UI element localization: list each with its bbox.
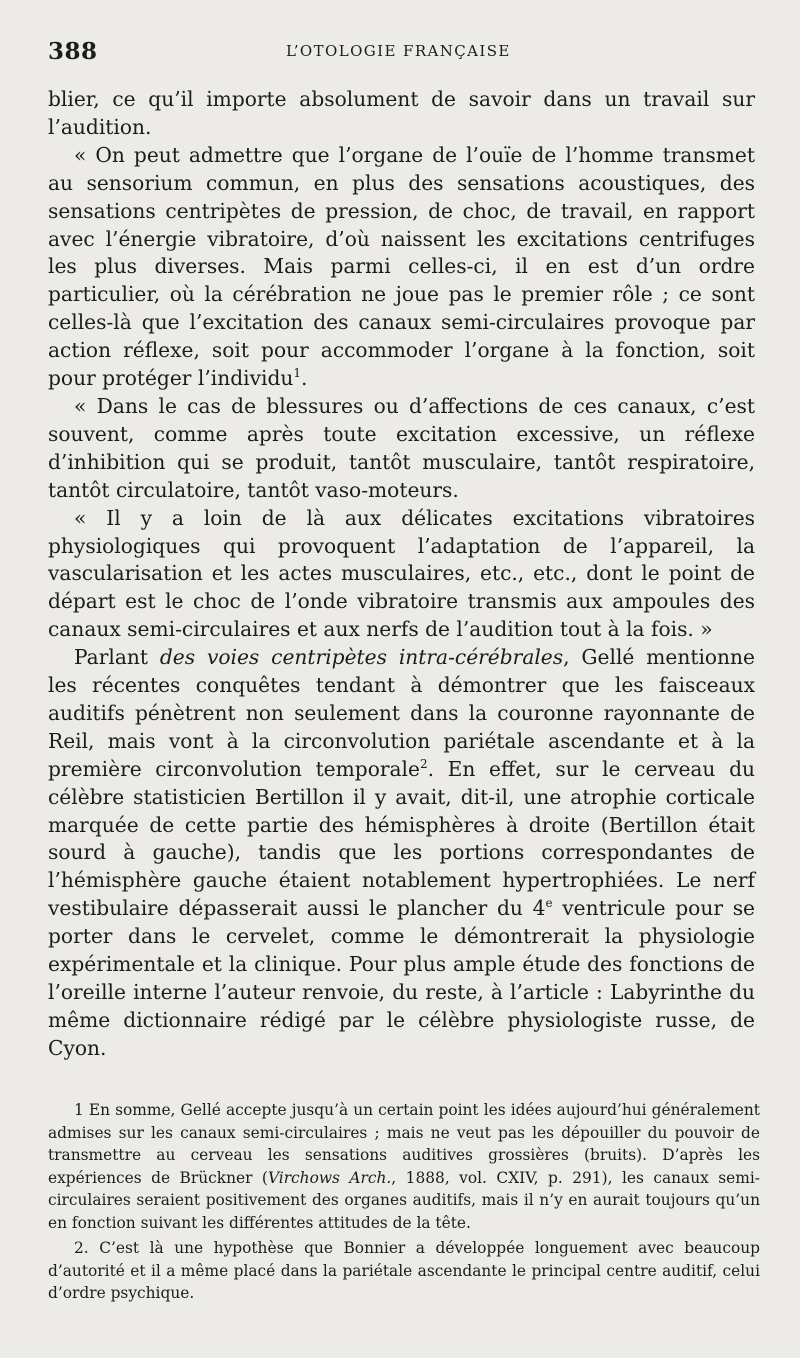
footnote-italic: Virchows Arch. [267, 1168, 392, 1187]
paragraph-text: . En effet, sur le cerveau du célèbre statisticien Bertillon il y avait, dit-il, une atrophie corticale marquée de cette partie des hémisphères à droite (Bertillon était sourd à gauche), tandis que les portions correspondantes de l’hémisphère gauche étaient notablement hypertrophiées. Le nerf vestibulaire dépasserait aussi le plancher du 4 [48, 756, 755, 921]
paragraph-text-end: . [301, 366, 308, 391]
ordinal-superscript: e [545, 896, 553, 911]
paragraph-quote-1 [48, 142, 755, 393]
footnote-ref-2: 2 [419, 756, 428, 771]
italic-phrase: des voies centripètes intra-cérébrales [159, 645, 564, 670]
page-number: 388 [48, 38, 98, 65]
footnote-text: , 1888, vol. CXIV, p. 291), les canaux semi-circulaires seraient positivement des organes auditifs, mais il n’y en aurait toujours qu’un en fonction suivant les différentes attitudes de la tête. [48, 1168, 760, 1232]
running-title: L’OTOLOGIE FRANÇAISE [286, 42, 511, 60]
paragraph-gelle [48, 644, 755, 1063]
footnote-1 [48, 1099, 760, 1234]
paragraph-quote-3: « Il y a loin de là aux délicates excitations vibratoires physiologiques qui provoquent l’adaptation de l’appareil, la vascularisation et les actes musculaires, etc., etc., dont le point de départ est le choc de l’onde vibratoire transmis aux ampoules des canaux semi-circulaires et aux nerfs de l’audition tout à la fois. » [48, 505, 755, 642]
paragraph-text: Parlant [74, 645, 160, 670]
footnotes [48, 1099, 760, 1305]
main-text [48, 86, 755, 1063]
paragraph-quote-2: « Dans le cas de blessures ou d’affections de ces canaux, c’est souvent, comme après toute excitation excessive, un réflexe d’inhibition qui se produit, tantôt musculaire, tantôt respiratoire, tantôt circulatoire, tantôt vaso-moteurs. [48, 393, 755, 502]
paragraph-text: ventricule pour se porter dans le cervelet, comme le démontrerait la physiologie expérimentale et la clinique. Pour plus ample étude des fonctions de l’oreille interne l’auteur renvoie, du reste, à l’article : Labyrinthe du même dictionnaire rédigé par le célèbre physiologiste russe, de Cyon. [48, 896, 755, 1060]
footnote-text: 1 En somme, Gellé accepte jusqu’à un certain point les idées aujourd’hui généralement admises sur les canaux semi-circulaires ; mais ne veut pas les dépouiller du pouvoir de transmettre au cerveau les sensations auditives grossières (bruits). D’après les expériences de Brückner ( [48, 1101, 760, 1187]
paragraph-continuation: blier, ce qu’il importe absolument de savoir dans un travail sur l’audition. [48, 87, 755, 139]
footnote-ref-1: 1 [293, 366, 302, 381]
paragraph-text: « On peut admettre que l’organe de l’ouïe de l’homme transmet au sensorium commun, en plus des sensations acoustiques, des sensations centripètes de pression, de choc, de travail, en rapport avec l’énergie vibratoire, d’où naissent les excitations centrifuges les plus diverses. Mais parmi celles-ci, il en est d’un ordre particulier, où la cérébration ne joue pas le premier rôle ; ce sont celles-là que l’excitation des canaux semi-circulaires provoque par action réflexe, soit pour accommoder l’organe à la fonction, soit pour protéger l’individu [48, 142, 755, 391]
page-header [48, 38, 752, 68]
footnote-2: 2. C’est là une hypothèse que Bonnier a développée longuement avec beaucoup d’autorité et il a même placé dans la pariétale ascendante le principal centre auditif, celui d’ordre psychique. [48, 1239, 760, 1302]
paragraph-text: , Gellé mentionne les récentes conquêtes tendant à démontrer que les faisceaux auditifs pénètrent non seulement dans la couronne rayonnante de Reil, mais vont à la circonvolution pariétale ascendante et à la première circonvolution temporale [48, 645, 756, 781]
